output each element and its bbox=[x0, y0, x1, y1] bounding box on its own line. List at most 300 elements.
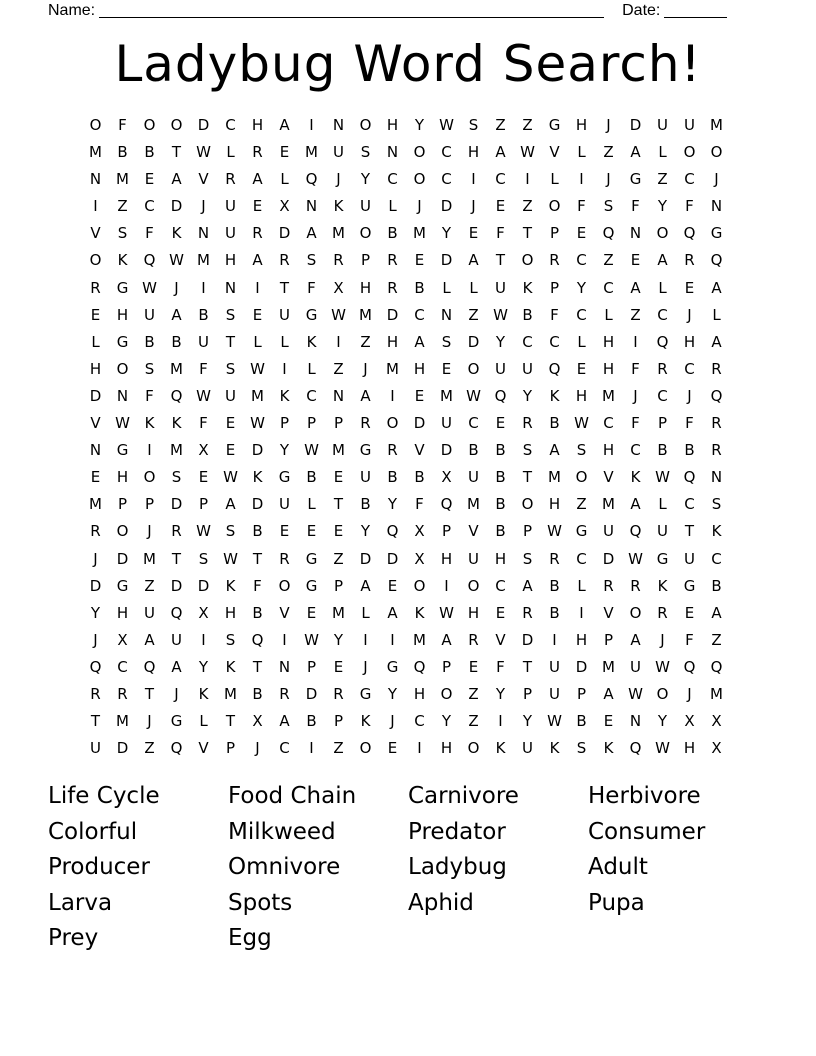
grid-letter[interactable]: R bbox=[360, 414, 371, 433]
grid-letter[interactable]: E bbox=[576, 224, 587, 243]
grid-letter[interactable]: O bbox=[521, 495, 534, 514]
grid-letter[interactable]: R bbox=[387, 251, 398, 270]
grid-letter[interactable]: K bbox=[171, 224, 182, 243]
grid-letter[interactable]: U bbox=[144, 603, 155, 622]
grid-letter[interactable]: H bbox=[224, 603, 237, 622]
grid-letter[interactable]: A bbox=[468, 251, 479, 270]
grid-letter[interactable]: A bbox=[495, 143, 506, 162]
grid-letter[interactable]: M bbox=[710, 684, 723, 703]
grid-letter[interactable]: A bbox=[414, 332, 425, 351]
grid-letter[interactable]: O bbox=[116, 522, 129, 541]
grid-letter[interactable]: F bbox=[145, 386, 154, 405]
grid-letter[interactable]: K bbox=[117, 251, 128, 270]
grid-letter[interactable]: B bbox=[549, 414, 560, 433]
grid-letter[interactable]: L bbox=[658, 278, 667, 297]
grid-letter[interactable]: F bbox=[118, 116, 127, 134]
grid-letter[interactable]: E bbox=[144, 170, 155, 189]
grid-letter[interactable]: B bbox=[117, 143, 128, 162]
grid-letter[interactable]: K bbox=[171, 414, 182, 433]
grid-letter[interactable]: U bbox=[630, 657, 641, 676]
grid-letter[interactable]: U bbox=[279, 305, 290, 324]
grid-letter[interactable]: P bbox=[576, 684, 587, 703]
grid-letter[interactable]: Q bbox=[629, 522, 642, 541]
grid-letter[interactable]: U bbox=[603, 522, 614, 541]
grid-letter[interactable]: A bbox=[252, 170, 263, 189]
grid-letter[interactable]: U bbox=[225, 386, 236, 405]
grid-letter[interactable]: Z bbox=[522, 116, 533, 134]
grid-letter[interactable]: N bbox=[332, 386, 345, 405]
grid-letter[interactable]: B bbox=[198, 305, 209, 324]
grid-letter[interactable]: H bbox=[89, 359, 102, 378]
grid-letter[interactable]: Y bbox=[90, 603, 101, 622]
grid-letter[interactable]: M bbox=[224, 684, 237, 703]
grid-letter[interactable]: C bbox=[144, 197, 155, 216]
grid-letter[interactable]: E bbox=[603, 712, 614, 731]
grid-letter[interactable]: E bbox=[387, 739, 398, 758]
grid-letter[interactable]: O bbox=[359, 224, 372, 243]
grid-letter[interactable]: H bbox=[413, 684, 426, 703]
grid-letter[interactable]: Q bbox=[683, 224, 696, 243]
grid-letter[interactable]: R bbox=[711, 441, 722, 460]
grid-letter[interactable]: U bbox=[360, 197, 371, 216]
grid-letter[interactable]: R bbox=[90, 278, 101, 297]
grid-letter[interactable]: P bbox=[333, 576, 344, 595]
grid-letter[interactable]: B bbox=[144, 143, 155, 162]
grid-letter[interactable]: C bbox=[684, 359, 695, 378]
grid-letter[interactable]: Q bbox=[251, 630, 264, 649]
grid-letter[interactable]: E bbox=[495, 603, 506, 622]
grid-letter[interactable]: A bbox=[441, 630, 452, 649]
grid-letter[interactable]: N bbox=[710, 197, 723, 216]
grid-letter[interactable]: W bbox=[547, 712, 562, 731]
grid-letter[interactable]: H bbox=[575, 386, 588, 405]
grid-letter[interactable]: T bbox=[495, 251, 506, 270]
grid-letter[interactable]: E bbox=[225, 414, 236, 433]
grid-letter[interactable]: X bbox=[198, 603, 209, 622]
grid-letter[interactable]: U bbox=[549, 684, 560, 703]
grid-letter[interactable]: H bbox=[602, 441, 615, 460]
grid-letter[interactable]: H bbox=[224, 251, 237, 270]
grid-letter[interactable]: D bbox=[467, 332, 480, 351]
grid-letter[interactable]: A bbox=[549, 441, 560, 460]
grid-letter[interactable]: N bbox=[278, 657, 291, 676]
grid-letter[interactable]: C bbox=[495, 170, 506, 189]
grid-letter[interactable]: G bbox=[629, 170, 642, 189]
grid-letter[interactable]: O bbox=[89, 251, 102, 270]
grid-letter[interactable]: Q bbox=[170, 603, 183, 622]
grid-letter[interactable]: H bbox=[116, 468, 129, 487]
grid-letter[interactable]: U bbox=[441, 414, 452, 433]
grid-letter[interactable]: R bbox=[279, 251, 290, 270]
grid-letter[interactable]: H bbox=[575, 116, 588, 134]
grid-letter[interactable]: E bbox=[225, 441, 236, 460]
grid-letter[interactable]: B bbox=[414, 468, 425, 487]
grid-letter[interactable]: Q bbox=[494, 386, 507, 405]
grid-letter[interactable]: S bbox=[468, 116, 479, 134]
grid-letter[interactable]: O bbox=[143, 116, 156, 134]
grid-letter[interactable]: X bbox=[117, 630, 128, 649]
grid-letter[interactable]: N bbox=[89, 170, 102, 189]
grid-letter[interactable]: W bbox=[655, 468, 670, 487]
grid-letter[interactable]: F bbox=[415, 495, 424, 514]
grid-letter[interactable]: J bbox=[255, 739, 260, 758]
grid-letter[interactable]: O bbox=[143, 468, 156, 487]
grid-letter[interactable]: I bbox=[390, 630, 395, 649]
grid-letter[interactable]: O bbox=[413, 143, 426, 162]
grid-letter[interactable]: O bbox=[548, 197, 561, 216]
grid-letter[interactable]: I bbox=[552, 630, 557, 649]
grid-letter[interactable]: Y bbox=[360, 522, 371, 541]
grid-letter[interactable]: Z bbox=[144, 739, 155, 758]
grid-letter[interactable]: L bbox=[199, 712, 208, 731]
grid-letter[interactable]: J bbox=[390, 712, 395, 731]
grid-letter[interactable]: G bbox=[116, 441, 129, 460]
grid-letter[interactable]: C bbox=[441, 143, 452, 162]
grid-letter[interactable]: I bbox=[444, 576, 449, 595]
grid-letter[interactable]: R bbox=[522, 414, 533, 433]
grid-letter[interactable]: Y bbox=[360, 170, 371, 189]
grid-letter[interactable]: G bbox=[359, 441, 372, 460]
grid-letter[interactable]: N bbox=[440, 305, 453, 324]
grid-letter[interactable]: C bbox=[414, 712, 425, 731]
grid-letter[interactable]: M bbox=[332, 603, 345, 622]
grid-letter[interactable]: H bbox=[251, 116, 264, 134]
grid-letter[interactable]: J bbox=[336, 170, 341, 189]
grid-letter[interactable]: B bbox=[549, 576, 560, 595]
grid-letter[interactable]: X bbox=[198, 441, 209, 460]
grid-letter[interactable]: T bbox=[90, 712, 101, 731]
grid-letter[interactable]: A bbox=[171, 657, 182, 676]
grid-letter[interactable]: P bbox=[522, 684, 533, 703]
grid-letter[interactable]: L bbox=[577, 332, 586, 351]
grid-letter[interactable]: W bbox=[115, 414, 130, 433]
grid-letter[interactable]: K bbox=[360, 712, 371, 731]
grid-letter[interactable]: Z bbox=[603, 251, 614, 270]
grid-letter[interactable]: S bbox=[225, 305, 236, 324]
grid-letter[interactable]: D bbox=[521, 630, 534, 649]
grid-letter[interactable]: U bbox=[171, 630, 182, 649]
grid-letter[interactable]: N bbox=[332, 116, 345, 134]
grid-letter[interactable]: P bbox=[117, 495, 128, 514]
grid-letter[interactable]: M bbox=[467, 495, 480, 514]
grid-letter[interactable]: S bbox=[144, 359, 155, 378]
grid-letter[interactable]: L bbox=[658, 495, 667, 514]
grid-letter[interactable]: D bbox=[251, 441, 264, 460]
grid-letter[interactable]: D bbox=[116, 549, 129, 568]
grid-letter[interactable]: A bbox=[630, 143, 641, 162]
grid-letter[interactable]: G bbox=[683, 576, 696, 595]
grid-letter[interactable]: K bbox=[306, 332, 317, 351]
grid-letter[interactable]: M bbox=[170, 359, 183, 378]
grid-letter[interactable]: E bbox=[279, 143, 290, 162]
grid-letter[interactable]: E bbox=[90, 305, 101, 324]
grid-letter[interactable]: B bbox=[711, 576, 722, 595]
grid-letter[interactable]: L bbox=[442, 278, 451, 297]
grid-letter[interactable]: I bbox=[309, 739, 314, 758]
grid-letter[interactable]: R bbox=[549, 251, 560, 270]
grid-letter[interactable]: P bbox=[549, 224, 560, 243]
grid-letter[interactable]: J bbox=[687, 684, 692, 703]
grid-letter[interactable]: W bbox=[439, 603, 454, 622]
grid-letter[interactable]: T bbox=[252, 549, 263, 568]
grid-letter[interactable]: D bbox=[386, 305, 399, 324]
grid-letter[interactable]: R bbox=[252, 143, 263, 162]
grid-letter[interactable]: M bbox=[197, 251, 210, 270]
grid-letter[interactable]: A bbox=[711, 332, 722, 351]
grid-letter[interactable]: J bbox=[714, 170, 719, 189]
grid-letter[interactable]: B bbox=[252, 684, 263, 703]
grid-letter[interactable]: V bbox=[279, 603, 290, 622]
grid-letter[interactable]: L bbox=[388, 197, 397, 216]
grid-letter[interactable]: O bbox=[656, 224, 669, 243]
grid-letter[interactable]: G bbox=[305, 549, 318, 568]
grid-letter[interactable]: R bbox=[657, 359, 668, 378]
grid-letter[interactable]: B bbox=[495, 441, 506, 460]
grid-letter[interactable]: X bbox=[441, 468, 452, 487]
grid-letter[interactable]: I bbox=[336, 332, 341, 351]
grid-letter[interactable]: R bbox=[225, 170, 236, 189]
grid-letter[interactable]: A bbox=[306, 224, 317, 243]
grid-letter[interactable]: F bbox=[199, 414, 208, 433]
grid-letter[interactable]: A bbox=[711, 278, 722, 297]
grid-letter[interactable]: K bbox=[603, 739, 614, 758]
grid-letter[interactable]: K bbox=[495, 739, 506, 758]
grid-letter[interactable]: I bbox=[417, 739, 422, 758]
grid-letter[interactable]: D bbox=[170, 576, 183, 595]
grid-letter[interactable]: L bbox=[361, 603, 370, 622]
grid-letter[interactable]: U bbox=[684, 116, 695, 134]
grid-letter[interactable]: O bbox=[278, 576, 291, 595]
grid-letter[interactable]: V bbox=[603, 603, 614, 622]
grid-letter[interactable]: S bbox=[171, 468, 182, 487]
grid-letter[interactable]: H bbox=[440, 549, 453, 568]
grid-letter[interactable]: U bbox=[522, 359, 533, 378]
grid-letter[interactable]: Q bbox=[656, 332, 669, 351]
grid-letter[interactable]: T bbox=[279, 278, 290, 297]
grid-letter[interactable]: D bbox=[170, 495, 183, 514]
grid-letter[interactable]: C bbox=[414, 305, 425, 324]
grid-letter[interactable]: J bbox=[687, 305, 692, 324]
grid-letter[interactable]: B bbox=[495, 495, 506, 514]
grid-letter[interactable]: W bbox=[196, 522, 211, 541]
grid-letter[interactable]: U bbox=[495, 278, 506, 297]
grid-letter[interactable]: S bbox=[306, 251, 317, 270]
grid-letter[interactable]: S bbox=[225, 359, 236, 378]
grid-letter[interactable]: A bbox=[279, 712, 290, 731]
grid-letter[interactable]: C bbox=[576, 305, 587, 324]
grid-letter[interactable]: L bbox=[658, 143, 667, 162]
grid-letter[interactable]: S bbox=[522, 441, 533, 460]
grid-letter[interactable]: W bbox=[628, 684, 643, 703]
grid-letter[interactable]: O bbox=[413, 576, 426, 595]
grid-letter[interactable]: J bbox=[147, 712, 152, 731]
grid-letter[interactable]: Q bbox=[602, 224, 615, 243]
grid-letter[interactable]: Z bbox=[144, 576, 155, 595]
grid-letter[interactable]: Q bbox=[710, 386, 723, 405]
grid-letter[interactable]: R bbox=[522, 603, 533, 622]
grid-letter[interactable]: A bbox=[630, 495, 641, 514]
grid-letter[interactable]: Y bbox=[279, 441, 290, 460]
grid-letter[interactable]: Z bbox=[333, 359, 344, 378]
grid-letter[interactable]: B bbox=[522, 305, 533, 324]
grid-letter[interactable]: B bbox=[414, 278, 425, 297]
grid-letter[interactable]: Y bbox=[198, 657, 209, 676]
grid-letter[interactable]: K bbox=[549, 386, 560, 405]
grid-letter[interactable]: D bbox=[575, 657, 588, 676]
grid-letter[interactable]: F bbox=[550, 305, 559, 324]
grid-letter[interactable]: O bbox=[170, 116, 183, 134]
grid-letter[interactable]: Q bbox=[710, 657, 723, 676]
grid-letter[interactable]: P bbox=[549, 278, 560, 297]
grid-letter[interactable]: Y bbox=[387, 495, 398, 514]
grid-letter[interactable]: E bbox=[414, 386, 425, 405]
grid-letter[interactable]: M bbox=[89, 495, 102, 514]
grid-letter[interactable]: P bbox=[657, 414, 668, 433]
grid-letter[interactable]: L bbox=[550, 170, 559, 189]
grid-letter[interactable]: E bbox=[414, 251, 425, 270]
grid-letter[interactable]: W bbox=[655, 739, 670, 758]
grid-letter[interactable]: I bbox=[282, 630, 287, 649]
grid-letter[interactable]: B bbox=[387, 224, 398, 243]
grid-letter[interactable]: V bbox=[90, 414, 101, 433]
grid-letter[interactable]: B bbox=[657, 441, 668, 460]
grid-letter[interactable]: T bbox=[252, 657, 263, 676]
grid-letter[interactable]: Z bbox=[495, 116, 506, 134]
grid-letter[interactable]: R bbox=[684, 251, 695, 270]
grid-letter[interactable]: F bbox=[685, 197, 694, 216]
grid-letter[interactable]: D bbox=[116, 739, 129, 758]
grid-letter[interactable]: L bbox=[226, 143, 235, 162]
grid-letter[interactable]: O bbox=[116, 359, 129, 378]
grid-letter[interactable]: S bbox=[117, 224, 128, 243]
grid-letter[interactable]: M bbox=[386, 359, 399, 378]
grid-letter[interactable]: A bbox=[711, 603, 722, 622]
grid-letter[interactable]: S bbox=[711, 495, 722, 514]
grid-letter[interactable]: Y bbox=[657, 712, 668, 731]
grid-letter[interactable]: C bbox=[657, 305, 668, 324]
grid-letter[interactable]: N bbox=[305, 197, 318, 216]
grid-letter[interactable]: C bbox=[603, 414, 614, 433]
grid-letter[interactable]: Z bbox=[117, 197, 128, 216]
grid-letter[interactable]: T bbox=[225, 712, 236, 731]
grid-letter[interactable]: O bbox=[575, 468, 588, 487]
grid-letter[interactable]: U bbox=[522, 739, 533, 758]
grid-letter[interactable]: L bbox=[253, 332, 262, 351]
grid-letter[interactable]: M bbox=[251, 386, 264, 405]
grid-letter[interactable]: Y bbox=[441, 712, 452, 731]
grid-letter[interactable]: R bbox=[252, 224, 263, 243]
grid-letter[interactable]: Y bbox=[441, 224, 452, 243]
grid-letter[interactable]: M bbox=[116, 170, 129, 189]
grid-letter[interactable]: E bbox=[252, 197, 263, 216]
grid-letter[interactable]: F bbox=[685, 414, 694, 433]
grid-letter[interactable]: M bbox=[143, 549, 156, 568]
grid-letter[interactable]: U bbox=[657, 522, 668, 541]
grid-letter[interactable]: K bbox=[522, 278, 533, 297]
grid-letter[interactable]: J bbox=[93, 630, 98, 649]
grid-letter[interactable]: D bbox=[440, 441, 453, 460]
grid-letter[interactable]: B bbox=[576, 712, 587, 731]
grid-letter[interactable]: O bbox=[359, 116, 372, 134]
grid-letter[interactable]: L bbox=[91, 332, 100, 351]
grid-letter[interactable]: Z bbox=[333, 549, 344, 568]
grid-letter[interactable]: J bbox=[147, 522, 152, 541]
grid-letter[interactable]: I bbox=[201, 630, 206, 649]
grid-letter[interactable]: T bbox=[225, 332, 236, 351]
grid-letter[interactable]: H bbox=[413, 359, 426, 378]
grid-letter[interactable]: C bbox=[711, 549, 722, 568]
grid-letter[interactable]: L bbox=[469, 278, 478, 297]
grid-letter[interactable]: B bbox=[144, 332, 155, 351]
grid-letter[interactable]: W bbox=[466, 386, 481, 405]
grid-letter[interactable]: E bbox=[441, 359, 452, 378]
grid-letter[interactable]: P bbox=[522, 522, 533, 541]
grid-letter[interactable]: D bbox=[89, 576, 102, 595]
grid-letter[interactable]: R bbox=[468, 630, 479, 649]
grid-letter[interactable]: L bbox=[280, 170, 289, 189]
grid-letter[interactable]: Z bbox=[603, 143, 614, 162]
grid-letter[interactable]: P bbox=[306, 414, 317, 433]
grid-letter[interactable]: G bbox=[386, 657, 399, 676]
grid-letter[interactable]: U bbox=[684, 549, 695, 568]
grid-letter[interactable]: V bbox=[495, 630, 506, 649]
grid-letter[interactable]: E bbox=[387, 576, 398, 595]
grid-letter[interactable]: Z bbox=[657, 170, 668, 189]
grid-letter[interactable]: C bbox=[576, 549, 587, 568]
grid-letter[interactable]: I bbox=[363, 630, 368, 649]
grid-letter[interactable]: U bbox=[225, 197, 236, 216]
grid-letter[interactable]: U bbox=[360, 468, 371, 487]
grid-letter[interactable]: W bbox=[493, 305, 508, 324]
grid-letter[interactable]: P bbox=[603, 630, 614, 649]
grid-letter[interactable]: V bbox=[198, 170, 209, 189]
grid-letter[interactable]: P bbox=[333, 414, 344, 433]
grid-letter[interactable]: M bbox=[89, 143, 102, 162]
grid-letter[interactable]: F bbox=[496, 224, 505, 243]
grid-letter[interactable]: F bbox=[145, 224, 154, 243]
grid-letter[interactable]: C bbox=[630, 441, 641, 460]
grid-letter[interactable]: W bbox=[250, 414, 265, 433]
grid-letter[interactable]: I bbox=[255, 278, 260, 297]
grid-letter[interactable]: F bbox=[307, 278, 316, 297]
grid-letter[interactable]: V bbox=[414, 441, 425, 460]
grid-letter[interactable]: S bbox=[576, 739, 587, 758]
grid-letter[interactable]: W bbox=[250, 359, 265, 378]
grid-letter[interactable]: Y bbox=[333, 630, 344, 649]
grid-letter[interactable]: D bbox=[413, 414, 426, 433]
grid-letter[interactable]: S bbox=[225, 630, 236, 649]
grid-letter[interactable]: C bbox=[468, 414, 479, 433]
grid-letter[interactable]: B bbox=[387, 468, 398, 487]
grid-letter[interactable]: D bbox=[386, 549, 399, 568]
grid-letter[interactable]: K bbox=[630, 468, 641, 487]
grid-letter[interactable]: O bbox=[89, 116, 102, 134]
grid-letter[interactable]: R bbox=[387, 278, 398, 297]
grid-letter[interactable]: K bbox=[657, 576, 668, 595]
grid-letter[interactable]: T bbox=[522, 224, 533, 243]
grid-letter[interactable]: R bbox=[711, 414, 722, 433]
grid-letter[interactable]: J bbox=[93, 549, 98, 568]
grid-letter[interactable]: H bbox=[386, 332, 399, 351]
grid-letter[interactable]: E bbox=[630, 251, 641, 270]
grid-letter[interactable]: E bbox=[333, 468, 344, 487]
grid-letter[interactable]: L bbox=[280, 332, 289, 351]
grid-letter[interactable]: W bbox=[169, 251, 184, 270]
grid-letter[interactable]: H bbox=[602, 359, 615, 378]
grid-letter[interactable]: M bbox=[359, 305, 372, 324]
grid-letter[interactable]: G bbox=[116, 332, 129, 351]
grid-letter[interactable]: X bbox=[333, 278, 344, 297]
